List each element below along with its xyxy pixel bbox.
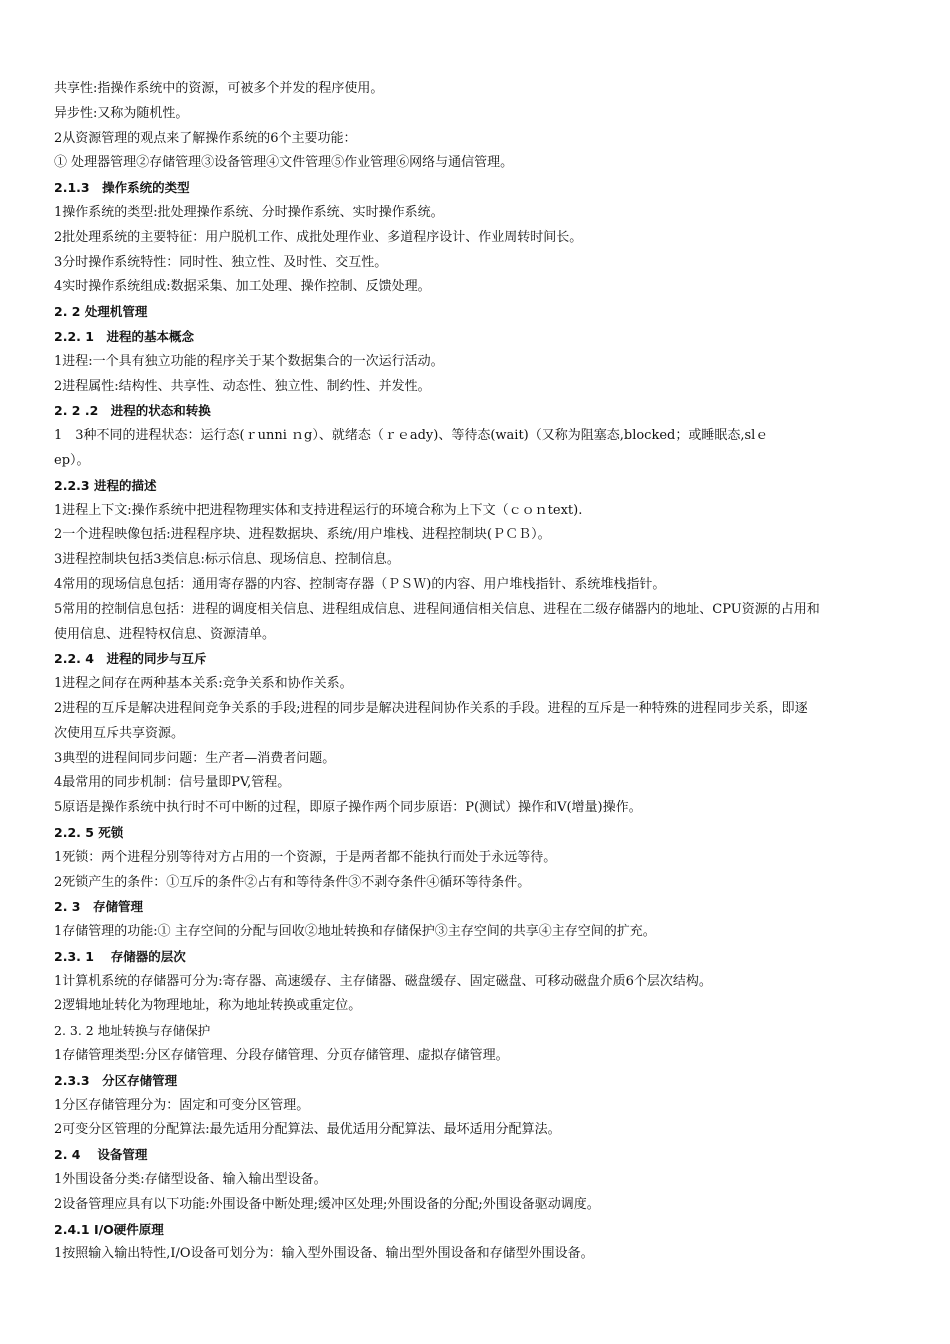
paragraph-line: 1外围设备分类:存储型设备、输入输出型设备。	[54, 1172, 327, 1188]
section-heading: 2.2. 1 进程的基本概念	[54, 328, 194, 344]
section-heading: 2.2. 5 死锁	[54, 824, 124, 840]
section-heading: 2. 4 设备管理	[54, 1147, 148, 1163]
paragraph-line: 异步性:又称为随机性。	[54, 105, 189, 121]
section-heading: 2. 3. 2 地址转换与存储保护	[54, 1023, 211, 1039]
section-heading: 2. 2 .2 进程的状态和转换	[54, 403, 211, 419]
paragraph-line: 2批处理系统的主要特征：用户脱机工作、成批处理作业、多道程序设计、作业周转时间长。	[54, 229, 583, 245]
paragraph-line: 4常用的现场信息包括：通用寄存器的内容、控制寄存器（ＰＳＷ)的内容、用户堆栈指针、系统堆栈指针。	[54, 576, 666, 592]
paragraph-line: 2进程的互斥是解决进程间竞争关系的手段;进程的同步是解决进程间协作关系的手段。进程的互斥是一种特殊的进程同步关系，即逐	[54, 700, 808, 716]
paragraph-line: 1进程上下文:操作系统中把进程物理实体和支持进程运行的环境合称为上下文（ｃｏｎtext).	[54, 502, 583, 518]
paragraph-line: 1进程:一个具有独立功能的程序关于某个数据集合的一次运行活动。	[54, 353, 444, 369]
paragraph-line: 1存储管理类型:分区存储管理、分段存储管理、分页存储管理、虚拟存储管理。	[54, 1048, 509, 1064]
paragraph-line: 3典型的进程间同步问题：生产者—消费者问题。	[54, 750, 336, 766]
section-heading: 2.3. 1 存储器的层次	[54, 948, 186, 964]
paragraph-line: 3分时操作系统特性：同时性、独立性、及时性、交互性。	[54, 254, 388, 270]
paragraph-line: 2死锁产生的条件：①互斥的条件②占有和等待条件③不剥夺条件④循环等待条件。	[54, 874, 531, 890]
section-heading: 2.3.3 分区存储管理	[54, 1072, 178, 1088]
paragraph-line: 2进程属性:结构性、共享性、动态性、独立性、制约性、并发性。	[54, 378, 431, 394]
paragraph-line: 1存储管理的功能:① 主存空间的分配与回收②地址转换和存储保护③主存空间的共享④主存空间的扩充。	[54, 924, 656, 940]
paragraph-line: 4最常用的同步机制：信号量即PV,管程。	[54, 775, 291, 791]
paragraph-line: ep）。	[54, 452, 90, 468]
paragraph-line: 2可变分区管理的分配算法:最先适用分配算法、最优适用分配算法、最坏适用分配算法。	[54, 1122, 561, 1138]
paragraph-line: 1计算机系统的存储器可分为:寄存器、高速缓存、主存储器、磁盘缓存、固定磁盘、可移动磁盘介质6个层次结构。	[54, 973, 712, 989]
section-heading: 2.2.3 进程的描述	[54, 477, 157, 493]
paragraph-line: 3进程控制块包括3类信息:标示信息、现场信息、控制信息。	[54, 552, 400, 568]
paragraph-line: 使用信息、进程特权信息、资源清单。	[54, 626, 276, 642]
paragraph-line: 2逻辑地址转化为物理地址，称为地址转换或重定位。	[54, 998, 362, 1014]
paragraph-line: 5原语是操作系统中执行时不可中断的过程，即原子操作两个同步原语：P(测试）操作和V(增量)操作。	[54, 800, 642, 816]
paragraph-line: 4实时操作系统组成:数据采集、加工处理、操作控制、反馈处理。	[54, 279, 431, 295]
paragraph-line: 1死锁：两个进程分别等待对方占用的一个资源，于是两者都不能执行而处于永远等待。	[54, 849, 557, 865]
section-heading: 2. 3 存储管理	[54, 899, 143, 915]
paragraph-line: 1操作系统的类型:批处理操作系统、分时操作系统、实时操作系统。	[54, 204, 444, 220]
paragraph-line: ① 处理器管理②存储管理③设备管理④文件管理⑤作业管理⑥网络与通信管理。	[54, 155, 514, 171]
paragraph-line: 共享性:指操作系统中的资源，可被多个并发的程序使用。	[54, 81, 384, 96]
paragraph-line: 2一个进程映像包括:进程程序块、进程数据块、系统/用户堆栈、进程控制块(ＰＣＢ）。	[54, 527, 551, 543]
paragraph-line: 1 3种不同的进程状态：运行态(ｒunni ｎg）、就绪态（ｒｅady)、等待态(wait)（又称为阻塞态,blocked；或睡眠态,slｅ	[54, 428, 769, 444]
section-heading: 2.2. 4 进程的同步与互斥	[54, 651, 207, 667]
paragraph-line: 1分区存储管理分为：固定和可变分区管理。	[54, 1097, 310, 1113]
section-heading: 2. 2 处理机管理	[54, 304, 148, 320]
paragraph-line: 2从资源管理的观点来了解操作系统的6个主要功能：	[54, 130, 357, 146]
section-heading: 2.1.3 操作系统的类型	[54, 180, 190, 196]
paragraph-line: 2设备管理应具有以下功能:外围设备中断处理;缓冲区处理;外围设备的分配;外围设备驱动调度。	[54, 1196, 600, 1212]
paragraph-line: 1按照输入输出特性,I/O设备可划分为：输入型外围设备、输出型外围设备和存储型外围设备。	[54, 1246, 594, 1262]
paragraph-line: 次使用互斥共享资源。	[54, 725, 185, 741]
paragraph-line: 1进程之间存在两种基本关系:竞争关系和协作关系。	[54, 676, 353, 692]
section-heading: 2.4.1 I/O硬件原理	[54, 1221, 164, 1237]
paragraph-line: 5常用的控制信息包括：进程的调度相关信息、进程组成信息、进程间通信相关信息、进程在二级存储器内的地址、CPU资源的占用和	[54, 601, 820, 617]
